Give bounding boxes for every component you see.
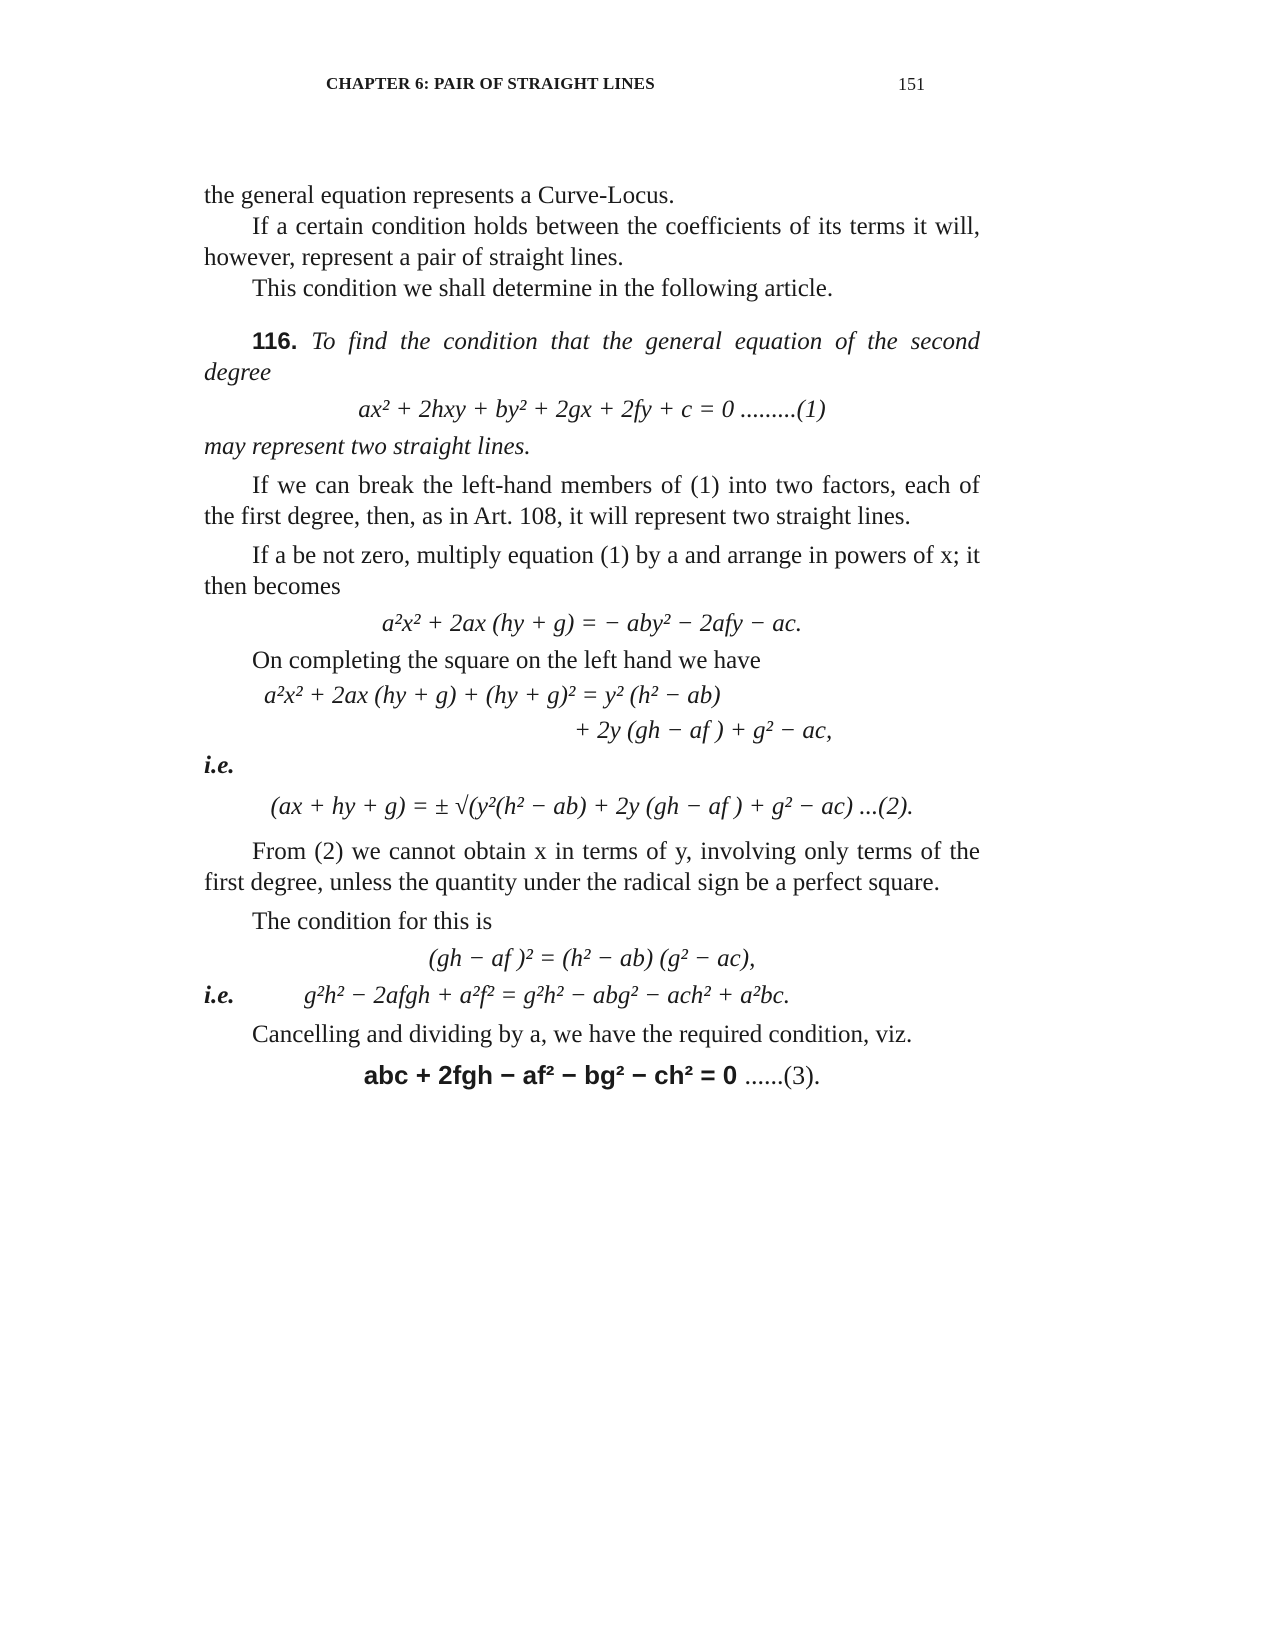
equation-4: (ax + hy + g) = ± √(y²(h² − ab) + 2y (gh − af ) + g² − ac) ...(2).	[270, 793, 914, 820]
ie-label-row-1	[204, 750, 980, 781]
ie-label-1: i.e.	[204, 752, 235, 779]
ie-label-2: i.e.	[204, 982, 235, 1009]
paragraph-1: the general equation represents a Curve-Locus.	[204, 182, 675, 209]
equation-3b: + 2y (gh − af ) + g² − ac,	[574, 717, 833, 744]
ie-row-2	[204, 980, 980, 1011]
final-condition	[204, 1060, 980, 1091]
paragraph-9: Cancelling and dividing by a, we have the required condition, viz.	[252, 1021, 913, 1048]
paragraph-4: If we can break the left-hand members of (1) into two factors, each of the first degree, then, as in Art. 108, it will represent two straight lines.	[204, 472, 980, 530]
page-body	[204, 180, 980, 1091]
article-statement: To find the condition that the general equation of the second degree	[204, 328, 980, 386]
paragraph-3: This condition we shall determine in the following article.	[252, 275, 834, 302]
equation-3a: a²x² + 2ax (hy + g) + (hy + g)² = y² (h² − ab)	[264, 682, 721, 709]
article-heading	[204, 326, 980, 388]
page-header	[0, 70, 1275, 100]
article-statement-end: may represent two straight lines.	[204, 433, 531, 460]
paragraph-2: If a certain condition holds between the coefficients of its terms it will, however, represent a pair of straight lines.	[204, 213, 980, 271]
paragraph-6: On completing the square on the left hand we have	[252, 647, 761, 674]
page-number: 151	[898, 74, 925, 94]
equation-6: g²h² − 2afgh + a²f² = g²h² − abg² − ach² + a²bc.	[304, 982, 791, 1009]
paragraph-5: If a be not zero, multiply equation (1) by a and arrange in powers of x; it then becomes	[204, 542, 980, 600]
paragraph-8: The condition for this is	[252, 908, 493, 935]
equation-1: ax² + 2hxy + by² + 2gx + 2fy + c = 0 .........(1)	[358, 396, 826, 423]
final-equation: abc + 2fgh − af² − bg² − ch² = 0	[363, 1060, 738, 1090]
article-number: 116.	[252, 328, 298, 355]
final-equation-tag: ......(3).	[744, 1061, 821, 1090]
chapter-title: CHAPTER 6: PAIR OF STRAIGHT LINES	[326, 74, 655, 93]
paragraph-7: From (2) we cannot obtain x in terms of y, involving only terms of the first degree, unless the quantity under the radical sign be a perfect square.	[204, 838, 980, 896]
equation-5: (gh − af )² = (h² − ab) (g² − ac),	[428, 945, 756, 972]
equation-2: a²x² + 2ax (hy + g) = − aby² − 2afy − ac.	[381, 610, 803, 637]
